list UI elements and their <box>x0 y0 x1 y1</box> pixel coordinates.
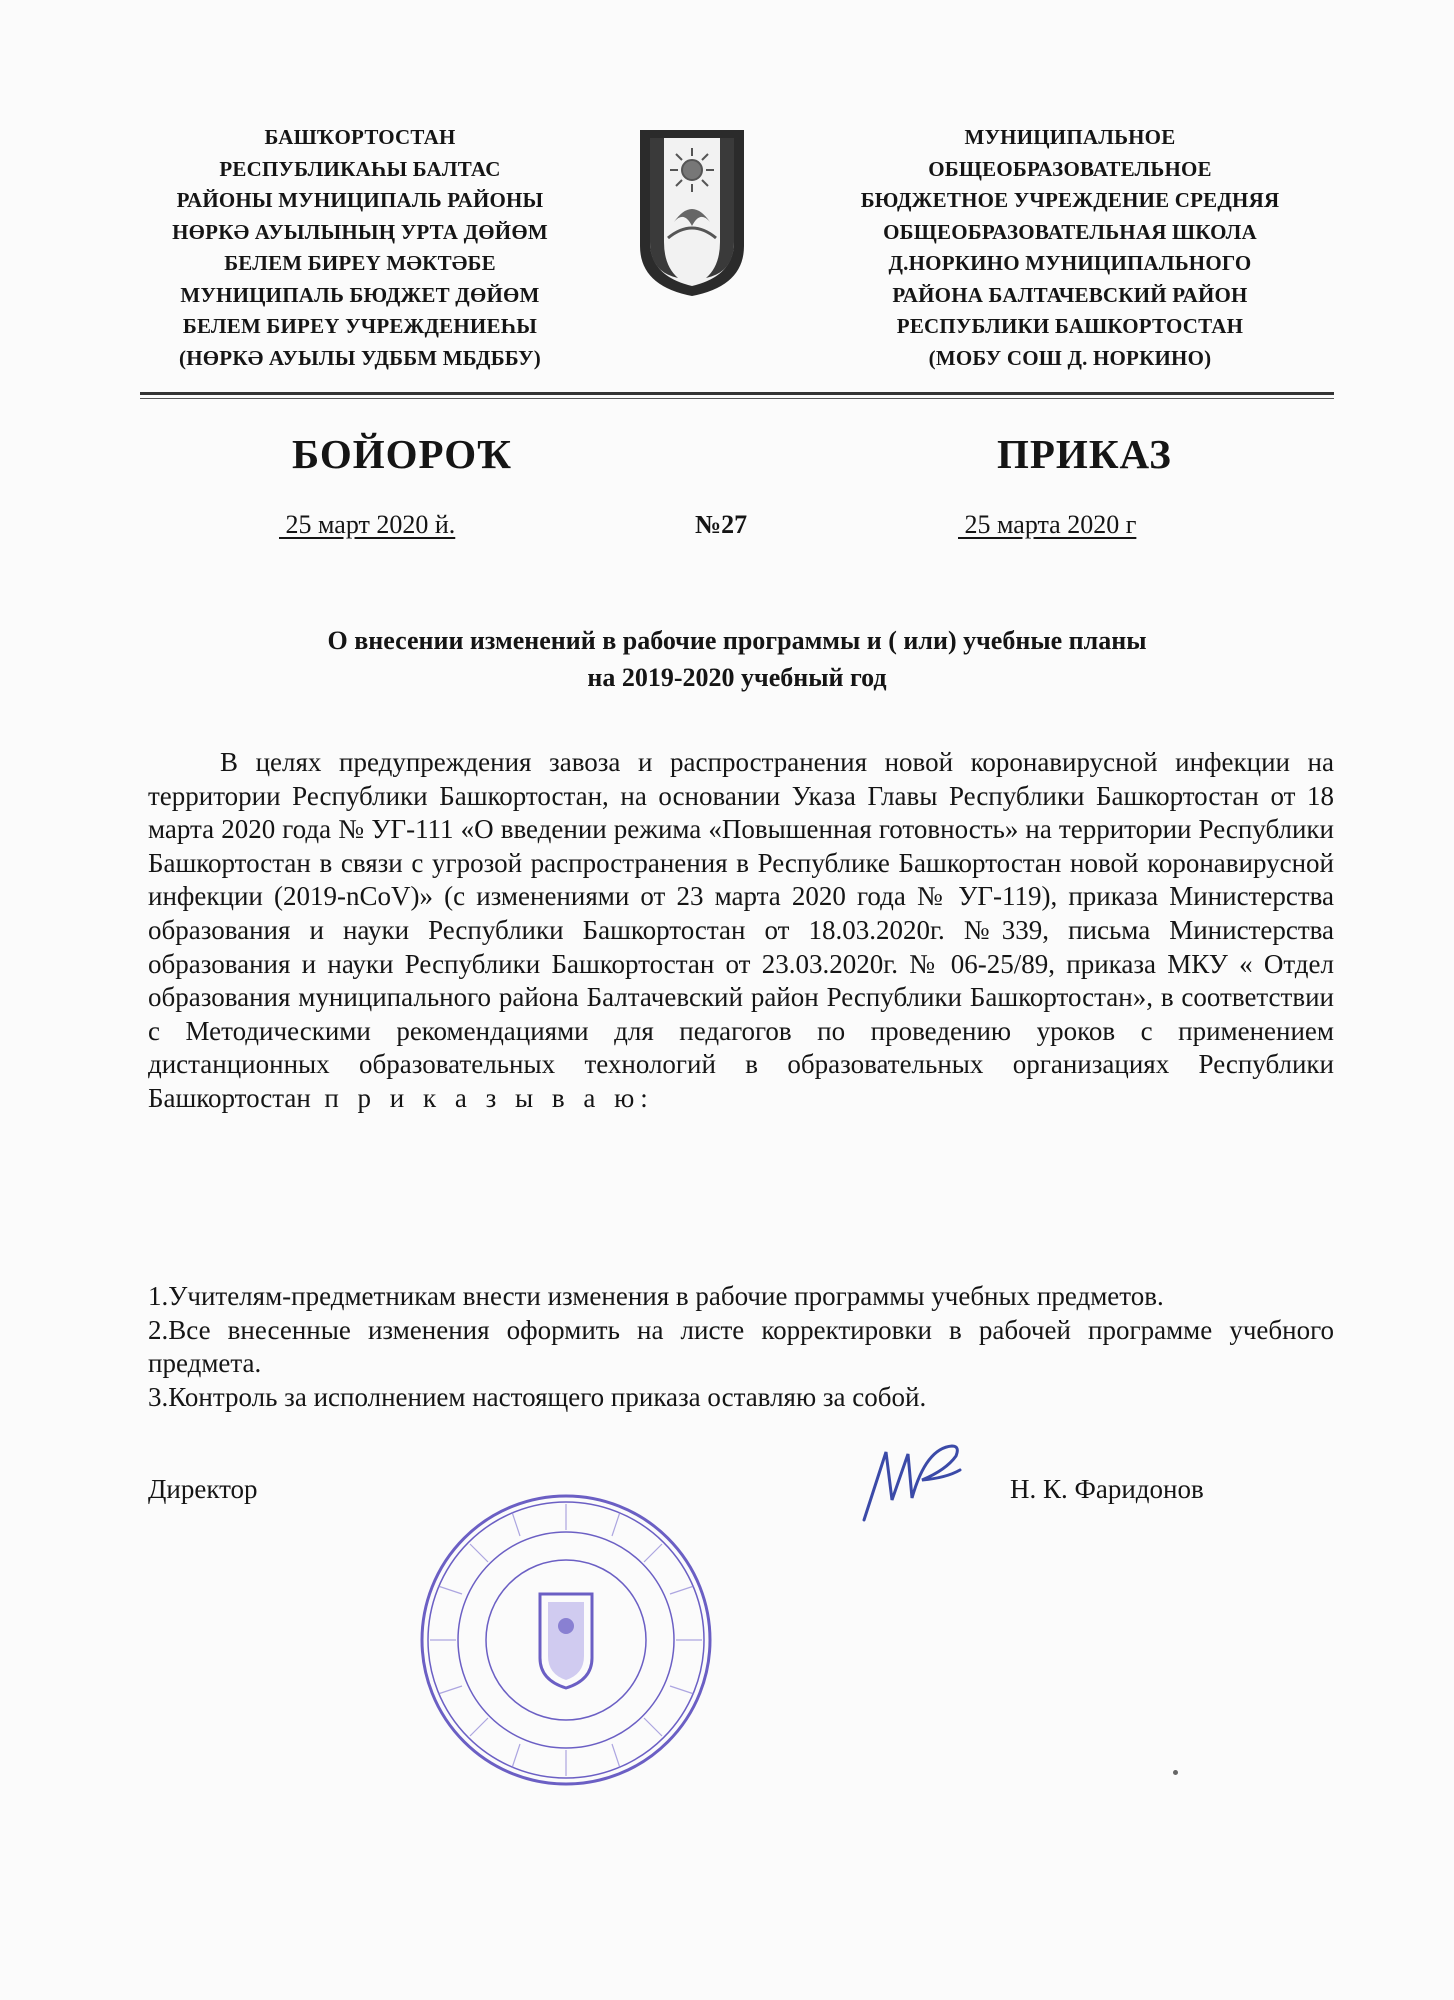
header-left-line: БЕЛЕМ БИРЕҮ УЧРЕЖДЕНИЕҺЫ <box>182 314 538 338</box>
header-divider-thin <box>140 398 1334 399</box>
header-bashkir-org-name <box>140 122 580 374</box>
header-left-line: РАЙОНЫ МУНИЦИПАЛЬ РАЙОНЫ <box>176 188 544 212</box>
order-number: №27 <box>695 510 748 539</box>
order-date-bashkir: 25 март 2020 й. <box>279 510 456 539</box>
command-word: п р и к а з ы в а ю: <box>324 1082 654 1113</box>
coat-of-arms-icon <box>634 126 750 300</box>
header-divider-thick <box>140 392 1334 395</box>
header-right-line: Д.НОРКИНО МУНИЦИПАЛЬНОГО <box>888 251 1252 275</box>
order-item: 3.Контроль за исполнением настоящего приказа оставляю за собой. <box>148 1381 927 1412</box>
header-russian-org-name <box>835 122 1305 374</box>
header-right-line: РАЙОНА БАЛТАЧЕВСКИЙ РАЙОН <box>892 282 1248 307</box>
official-seal-icon <box>416 1490 716 1790</box>
handwritten-signature-icon <box>856 1440 966 1530</box>
director-label: Директор <box>148 1474 258 1504</box>
header-right-line: БЮДЖЕТНОЕ УЧРЕЖДЕНИЕ СРЕДНЯЯ <box>860 188 1280 212</box>
header-right-line: (МОБУ СОШ Д. НОРКИНО) <box>928 345 1212 370</box>
order-title <box>140 622 1334 696</box>
header-left-line: НӨРКӘ АУЫЛЫНЫҢ УРТА ДӨЙӨМ <box>172 219 548 244</box>
header-left-line: РЕСПУБЛИКАҺЫ БАЛТАС <box>219 156 501 181</box>
header-right-line: ОБЩЕОБРАЗОВАТЕЛЬНОЕ <box>928 156 1212 181</box>
order-date-russian: 25 марта 2020 г <box>958 510 1137 539</box>
header-left-line: БЕЛЕМ БИРЕҮ МӘКТӘБЕ <box>224 251 496 275</box>
header-right-line: МУНИЦИПАЛЬНОЕ <box>964 125 1176 149</box>
order-items <box>148 1280 1334 1414</box>
doc-type-bashkir: БОЙОРОҠ <box>292 431 513 477</box>
header-right-line: РЕСПУБЛИКИ БАШКОРТОСТАН <box>896 314 1244 338</box>
order-preamble <box>148 746 1334 1116</box>
director-name: Н. К. Фаридонов <box>1010 1474 1204 1504</box>
header-left-line: БАШҠОРТОСТАН <box>264 125 456 149</box>
doc-type-russian: ПРИКАЗ <box>997 431 1172 477</box>
header-left-line: МУНИЦИПАЛЬ БЮДЖЕТ ДӨЙӨМ <box>180 282 540 307</box>
order-title-line: О внесении изменений в рабочие программы и ( или) учебные планы <box>327 626 1147 655</box>
paper-speck <box>1173 1770 1178 1775</box>
order-item: 1.Учителям-предметникам внести изменения в рабочие программы учебных предметов. <box>148 1281 1164 1311</box>
header-right-line: ОБЩЕОБРАЗОВАТЕЛЬНАЯ ШКОЛА <box>883 219 1257 244</box>
header-left-line: (НӨРКӘ АУЫЛЫ УДББМ МБДББУ) <box>179 345 541 370</box>
order-title-line: на 2019-2020 учебный год <box>587 663 887 692</box>
preamble-text: В целях предупреждения завоза и распространения новой коронавирусной инфекции на территории Республики Башкортостан, на основании Указа Главы Республики Башкортостан от 18 марта 2020 года № УГ-111 «О введении режима «Повышенная готовность» на территории Республики Башкортостан в связи с угрозой распространения в Республике Башкортостан новой коронавирусной инфекции (2019-nCoV)» (с изменениями от 23 марта 2020 года № УГ-119), приказа Министерства образования и науки Республики Башкортостан от 18.03.2020г. №339, письма Министерства образования и науки Республики Башкортостан от 23.03.2020г. № 06-25/89, приказа МКУ « Отдел образования муниципального района Балтачевский район Республики Башкортостан», в соответствии с Методическими рекомендациями для педагогов по проведению уроков с применением дистанционных образовательных технологий в образовательных организациях Республики Башкортостан <box>148 747 1334 1113</box>
order-item: 2.Все внесенные изменения оформить на листе корректировки в рабочей программе учебного предмета. <box>148 1314 1334 1379</box>
